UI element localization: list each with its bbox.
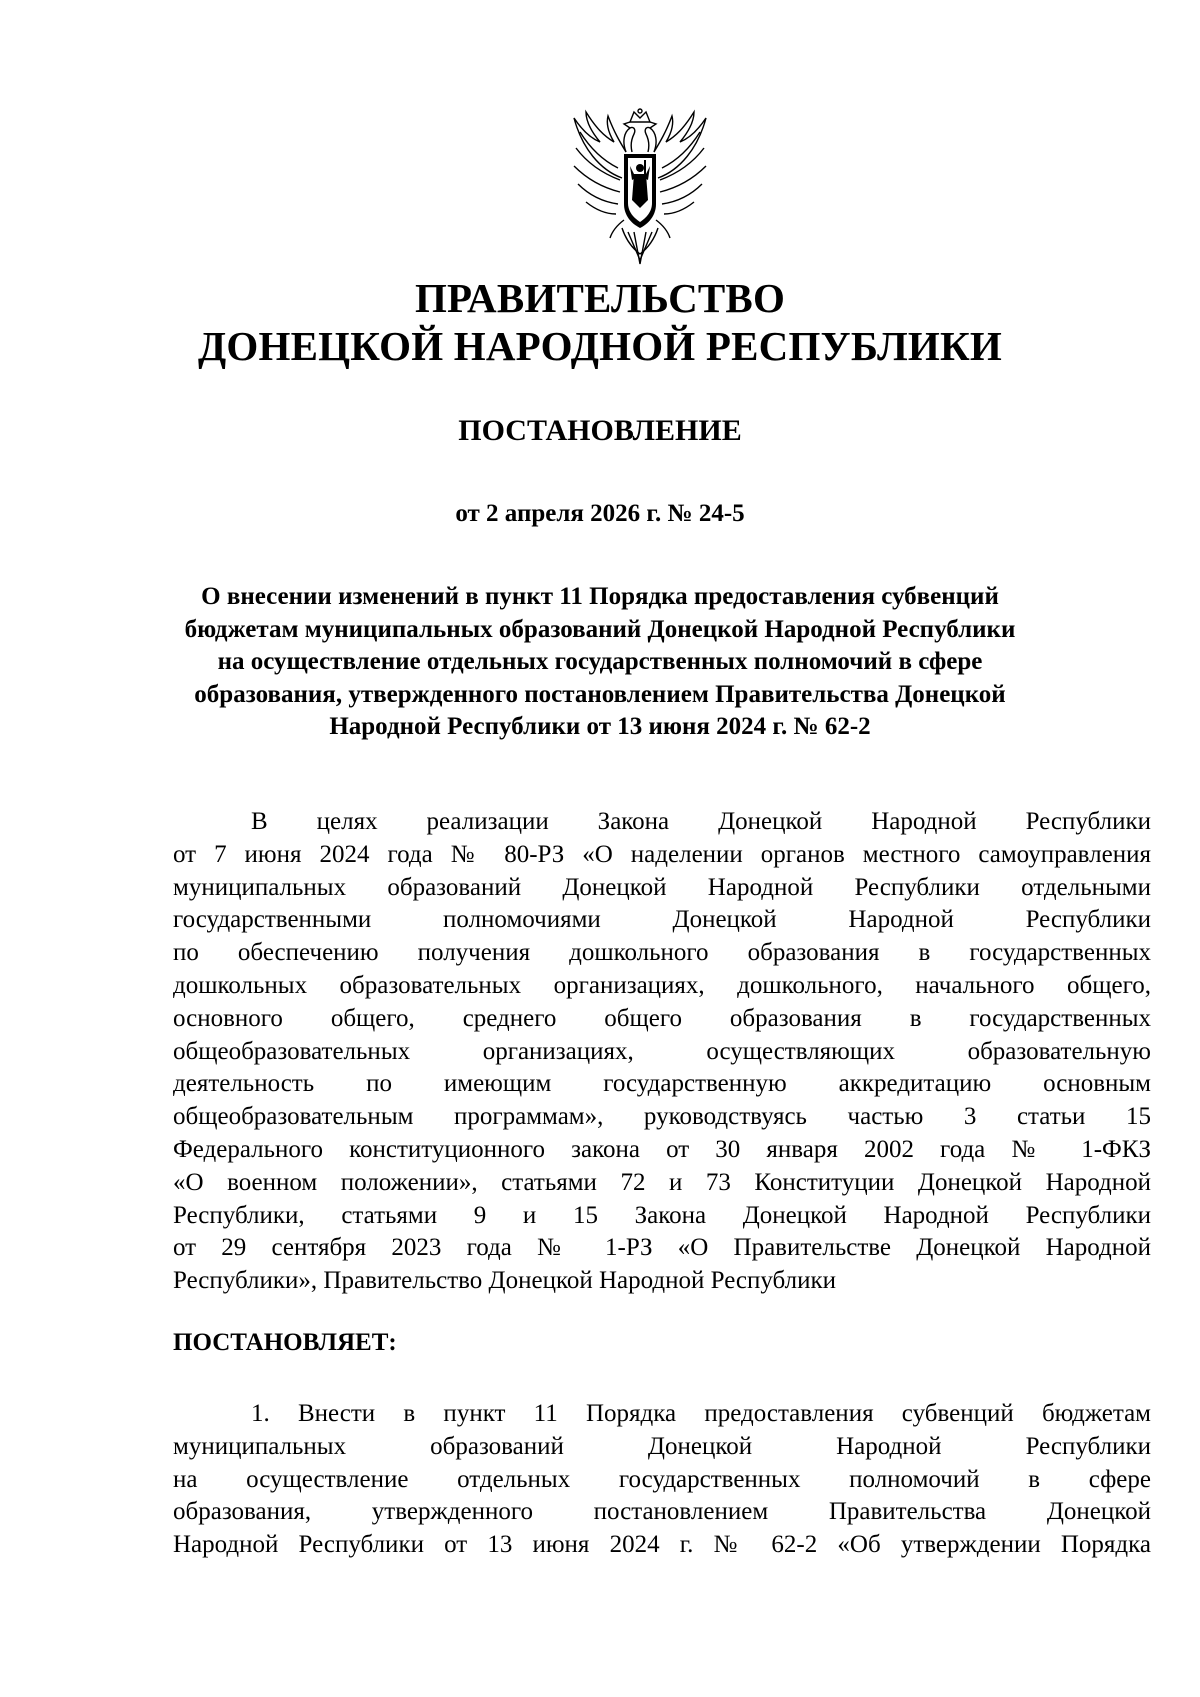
preamble-line: Федерального конституционного закона от 30 января 2002 года № 1-ФКЗ: [173, 1135, 1151, 1163]
subject-line: О внесении изменений в пункт 11 Порядка предоставления субвенций: [201, 583, 999, 610]
preamble-line: дошкольных образовательных организациях, дошкольного, начального общего,: [173, 971, 1151, 999]
preamble-line: основного общего, среднего общего образования в государственных: [173, 1004, 1151, 1032]
document-subject: [150, 581, 1050, 744]
resolves-heading: ПОСТАНОВЛЯЕТ:: [173, 1329, 397, 1356]
preamble-line: государственными полномочиями Донецкой Народной Республики: [173, 906, 1151, 934]
document-type: ПОСТАНОВЛЕНИЕ: [458, 414, 742, 447]
preamble-paragraph: [173, 806, 1151, 1298]
preamble-line: от 29 сентября 2023 года № 1-РЗ «О Правительстве Донецкой Народной: [173, 1234, 1151, 1262]
preamble-line: В целях реализации Закона Донецкой Народной Республики: [251, 808, 1151, 835]
subject-line: Народной Республики от 13 июня 2024 г. № 62-2: [329, 713, 871, 740]
subject-line: бюджетам муниципальных образований Донецкой Народной Республики: [184, 615, 1016, 643]
coat-of-arms-emblem: [560, 108, 720, 270]
preamble-line: «О военном положении», статьями 72 и 73 Конституции Донецкой Народной: [173, 1168, 1151, 1196]
preamble-line: общеобразовательным программам», руководствуясь частью 3 статьи 15: [173, 1103, 1151, 1131]
item-1-paragraph: [173, 1398, 1151, 1562]
subject-line: образования, утвержденного постановлением Правительства Донецкой: [194, 680, 1006, 708]
document-date-number: от 2 апреля 2026 г. № 24-5: [455, 500, 745, 527]
government-title-line-1: ПРАВИТЕЛЬСТВО: [414, 275, 786, 321]
preamble-line: Республики», Правительство Донецкой Народной Республики: [173, 1267, 837, 1295]
item-1-line: Народной Республики от 13 июня 2024 г. № 62-2 «Об утверждении Порядка: [173, 1531, 1151, 1559]
preamble-line: муниципальных образований Донецкой Народной Республики отдельными: [173, 873, 1151, 901]
item-1-line: на осуществление отдельных государственных полномочий в сфере: [173, 1465, 1151, 1493]
preamble-line: общеобразовательных организациях, осуществляющих образовательную: [173, 1037, 1151, 1065]
preamble-line: деятельность по имеющим государственную аккредитацию основным: [173, 1070, 1151, 1098]
preamble-line: Республики, статьями 9 и 15 Закона Донецкой Народной Республики: [173, 1201, 1151, 1229]
preamble-line: от 7 июня 2024 года № 80-РЗ «О наделении органов местного самоуправления: [173, 840, 1151, 868]
preamble-line: по обеспечению получения дошкольного образования в государственных: [173, 939, 1151, 967]
item-1-line: 1. Внести в пункт 11 Порядка предоставления субвенций бюджетам: [251, 1400, 1151, 1427]
subject-line: на осуществление отдельных государственных полномочий в сфере: [217, 648, 983, 675]
item-1-line: образования, утвержденного постановлением Правительства Донецкой: [173, 1498, 1151, 1526]
government-title-line-2: ДОНЕЦКОЙ НАРОДНОЙ РЕСПУБЛИКИ: [198, 323, 1002, 369]
item-1-line: муниципальных образований Донецкой Народной Республики: [173, 1432, 1151, 1460]
